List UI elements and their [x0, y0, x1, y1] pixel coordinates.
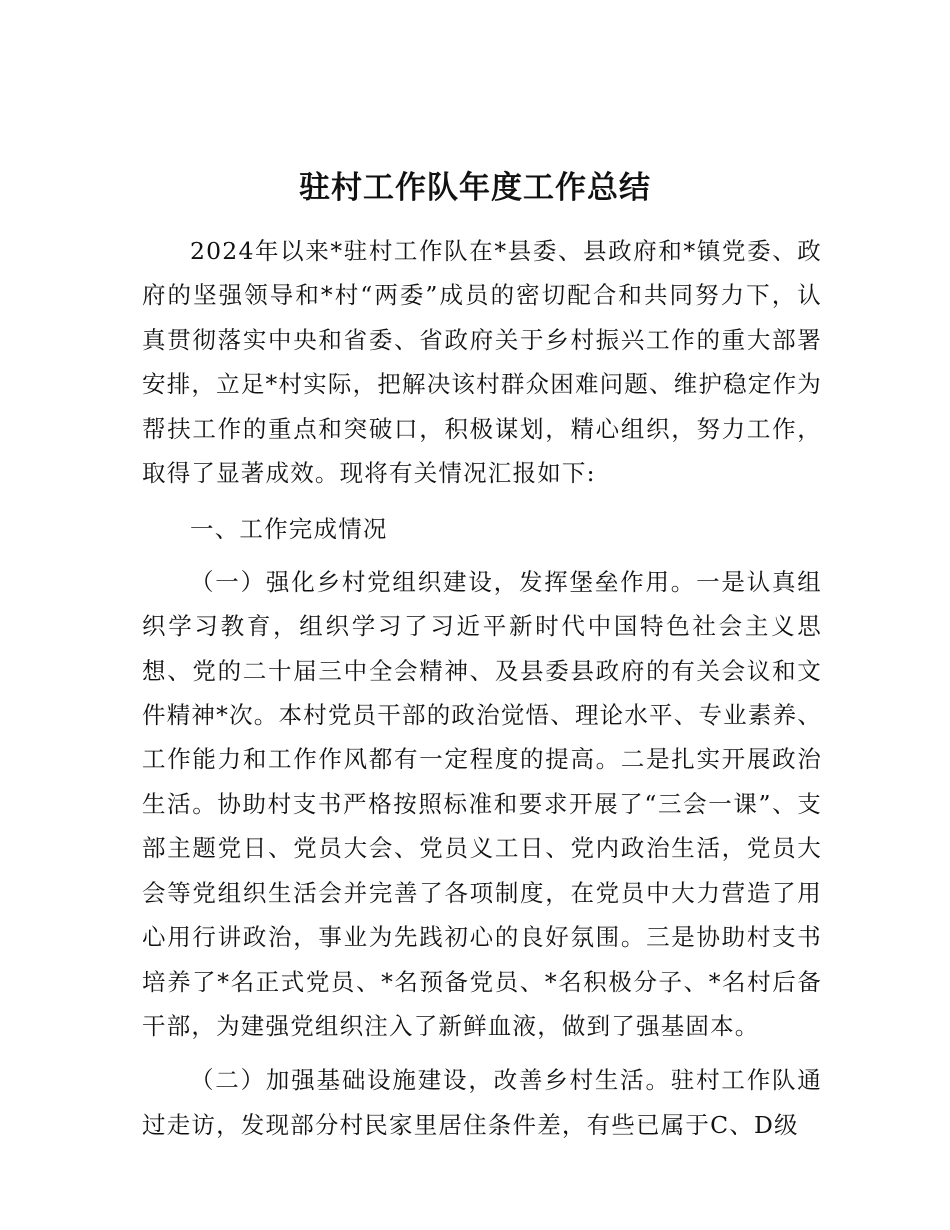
paragraph-infrastructure: （二）加强基础设施建设，改善乡村生活。驻村工作队通过走访，发现部分村民家里居住条件差，有些已属于C、D级 — [142, 1066, 822, 1139]
section-heading-work-completion: 一、工作完成情况 — [190, 515, 388, 544]
paragraph-party-building: （一）强化乡村党组织建设，发挥堡垒作用。一是认真组织学习教育，组织学习了习近平新时代中国特色社会主义思想、党的二十届三中全会精神、及县委县政府的有关会议和文件精神*次。本村党员干部的政治觉悟、理论水平、专业素养、工作能力和工作作风都有一定程度的提高。二是扎实开展政治生活。协助村支书严格按照标准和要求开展了“三会一课”、支部主题党日、党员大会、党员义工日、党内政治生活，党员大会等党组织生活会并完善了各项制度，在党员中大力营造了用心用行讲政治，事业为先践初心的良好氛围。三是协助村支书培养了*名正式党员、*名预备党员、*名积极分子、*名村后备干部，为建强党组织注入了新鲜血液，做到了强基固本。 — [142, 567, 822, 1040]
intro-paragraph: 2024年以来*驻村工作队在*县委、县政府和*镇党委、政府的坚强领导和*村“两委”成员的密切配合和共同努力下，认真贯彻落实中央和省委、省政府关于乡村振兴工作的重大部署安排，立足*村实际，把解决该村群众困难问题、维护稳定作为帮扶工作的重点和突破口，积极谋划，精心组织，努力工作，取得了显著成效。现将有关情况汇报如下: — [142, 237, 822, 488]
document-title: 驻村工作队年度工作总结 — [299, 170, 651, 206]
document-body — [142, 229, 822, 1147]
